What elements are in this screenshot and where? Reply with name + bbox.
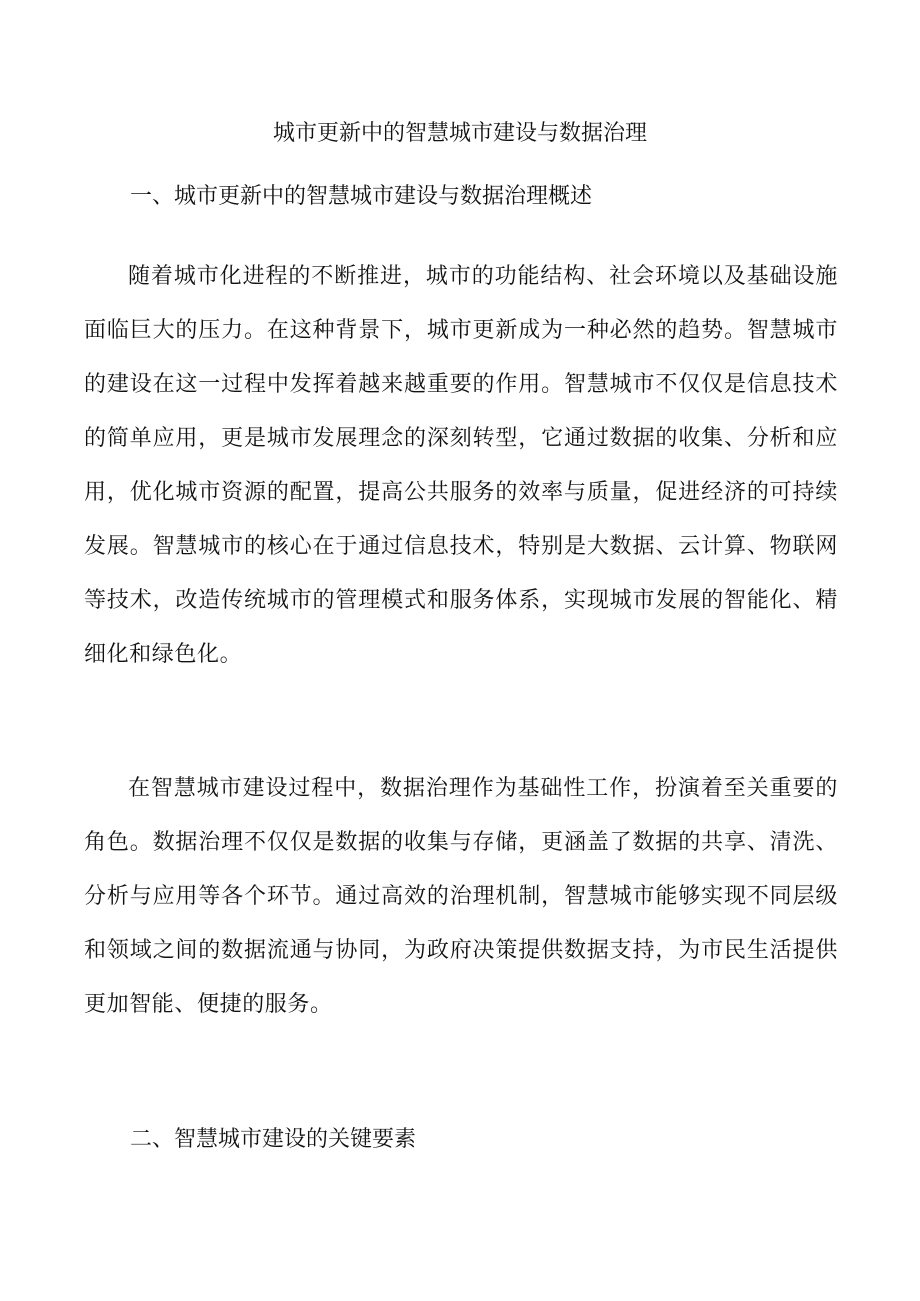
body-paragraph: 随着城市化进程的不断推进，城市的功能结构、社会环境以及基础设施面临巨大的压力。在这种背景下，城市更新成为一种必然的趋势。智慧城市的建设在这一过程中发挥着越来越重要的作用。智慧城市不仅仅是信息技术的简单应用，更是城市发展理念的深刻转型，它通过数据的收集、分析和应用，优化城市资源的配置，提高公共服务的效率与质量，促进经济的可持续发展。智慧城市的核心在于通过信息技术，特别是大数据、云计算、物联网等技术，改造传统城市的管理模式和服务体系，实现城市发展的智能化、精细化和绿色化。 [84, 264, 838, 667]
body-paragraph: 在智慧城市建设过程中，数据治理作为基础性工作，扮演着至关重要的角色。数据治理不仅仅是数据的收集与存储，更涵盖了数据的共享、清洗、分析与应用等各个环节。通过高效的治理机制，智慧城市能够实现不同层级和领域之间的数据流通与协同，为政府决策提供数据支持，为市民生活提供更加智能、便捷的服务。 [84, 776, 838, 1017]
document-title: 城市更新中的智慧城市建设与数据治理 [272, 121, 647, 146]
section-heading-1: 一、城市更新中的智慧城市建设与数据治理概述 [130, 184, 593, 209]
section-heading-2: 二、智慧城市建设的关键要素 [130, 1127, 417, 1152]
